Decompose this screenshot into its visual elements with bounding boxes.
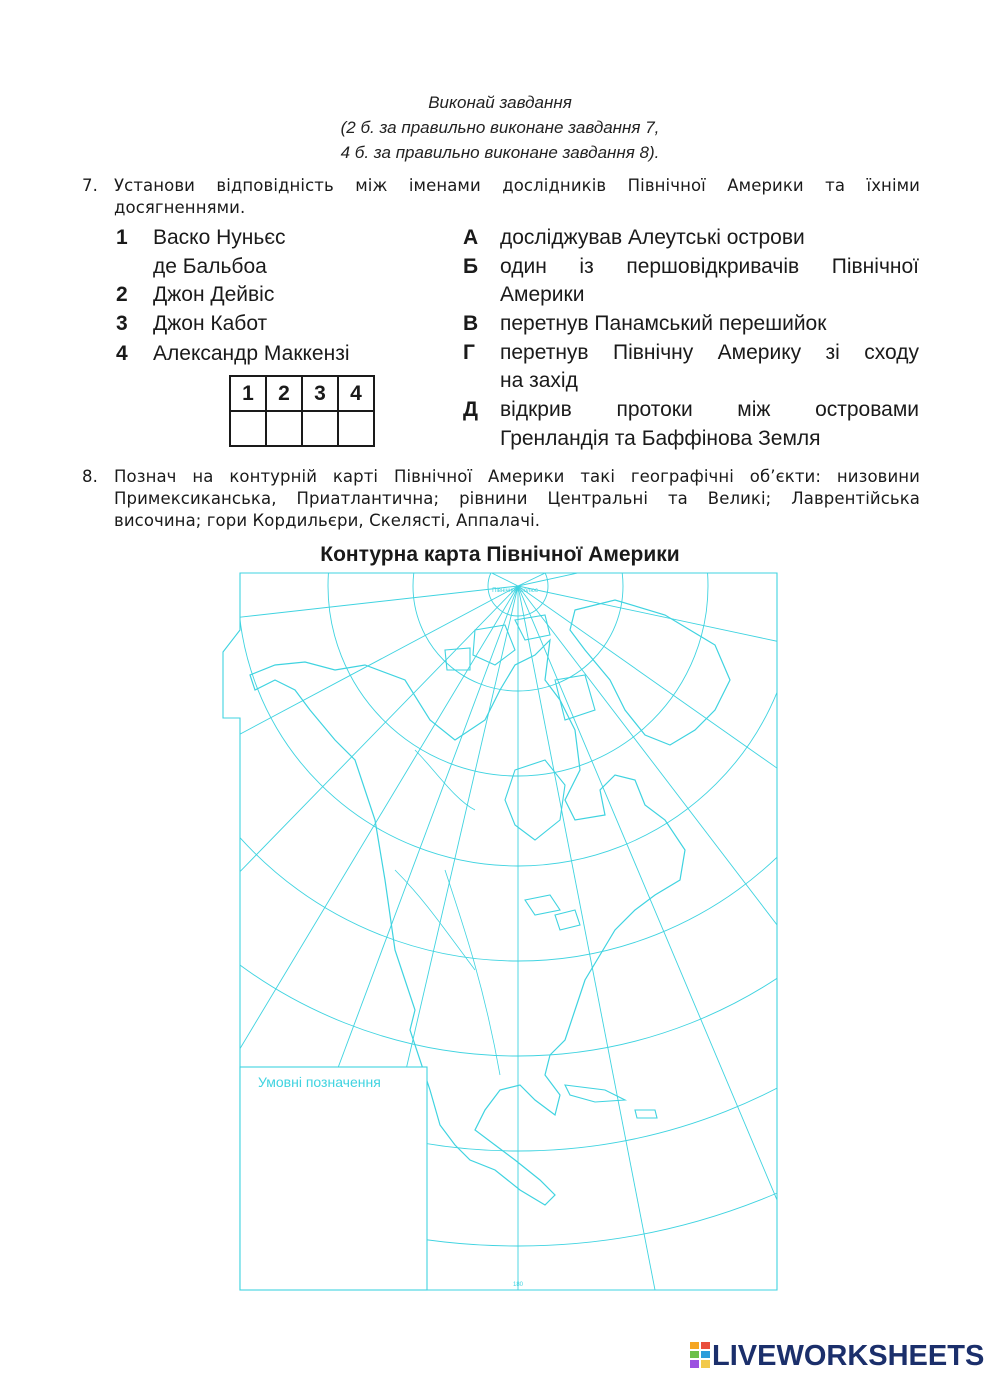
task-7-number: 7. (82, 176, 98, 195)
task-8-prompt (82, 466, 920, 532)
right-item-text: перетнув Північну Америку зі сходу (500, 341, 919, 364)
logo-mark-icon (690, 1342, 710, 1368)
right-item-text: перетнув Панамський перешийок (500, 312, 827, 335)
left-item-text: де Бальбоа (153, 255, 267, 278)
legend-box (240, 1067, 427, 1290)
answer-header: 1 (230, 376, 266, 411)
task-8-text: Познач на контурній карті Північної Америки такі географічні об’єкти: низовини Примексиканська, Приатлантична; рівнини Центральні та Великі; Лаврентійська височина; гори Кордильєри, Скелясті, Аппалачі. (114, 467, 920, 530)
answer-table (229, 375, 375, 447)
left-item-text: Джон Дейвіс (153, 283, 275, 306)
right-item-letter: Б (463, 255, 479, 278)
right-item-letter: Г (463, 341, 475, 364)
instruction-line-2: (2 б. за правильно виконане завдання 7, (340, 118, 660, 137)
left-item-number: 3 (116, 312, 128, 335)
map-title: Контурна карта Північної Америки (320, 543, 680, 566)
instruction-line-3: 4 б. за правильно виконане завдання 8). (340, 143, 660, 162)
right-item-text: Гренландія та Баффінова Земля (500, 427, 821, 450)
task-7-prompt (82, 175, 920, 219)
logo-text: LIVEWORKSHEETS (712, 1340, 985, 1372)
left-item-number: 4 (116, 342, 128, 365)
task-8-number: 8. (82, 467, 98, 486)
right-item-text: досліджував Алеутські острови (500, 226, 805, 249)
left-item-text: Васко Нуньєс (153, 226, 286, 249)
legend-title: Умовні позначення (258, 1074, 381, 1090)
instruction-line-1: Виконай завдання (428, 93, 572, 112)
right-item-letter: В (463, 312, 479, 335)
left-item-number: 2 (116, 283, 128, 306)
answer-cell[interactable] (230, 411, 266, 446)
right-item-letter: Д (463, 398, 478, 421)
answer-header: 3 (302, 376, 338, 411)
answer-header: 2 (266, 376, 302, 411)
answer-cell[interactable] (266, 411, 302, 446)
contour-map (215, 570, 785, 1292)
task-7-text: Установи відповідність між іменами дослідників Північної Америки та їхніми досягненнями. (114, 176, 920, 217)
right-item-text: на захід (500, 369, 578, 392)
right-item-letter: А (463, 226, 479, 249)
answer-cell[interactable] (302, 411, 338, 446)
right-item-text: відкрив протоки між островами (500, 398, 919, 421)
right-item-text: Америки (500, 283, 585, 306)
left-item-number: 1 (116, 226, 128, 249)
right-item-text: один із першовідкривачів Північної (500, 255, 919, 278)
answer-header: 4 (338, 376, 374, 411)
answer-cell[interactable] (338, 411, 374, 446)
meridian-label: 180 (512, 1282, 524, 1288)
left-item-text: Джон Кабот (153, 312, 268, 335)
liveworksheets-logo (690, 1340, 984, 1373)
pole-label: Північний полюс (492, 588, 538, 594)
left-item-text: Александр Маккензі (153, 342, 350, 365)
